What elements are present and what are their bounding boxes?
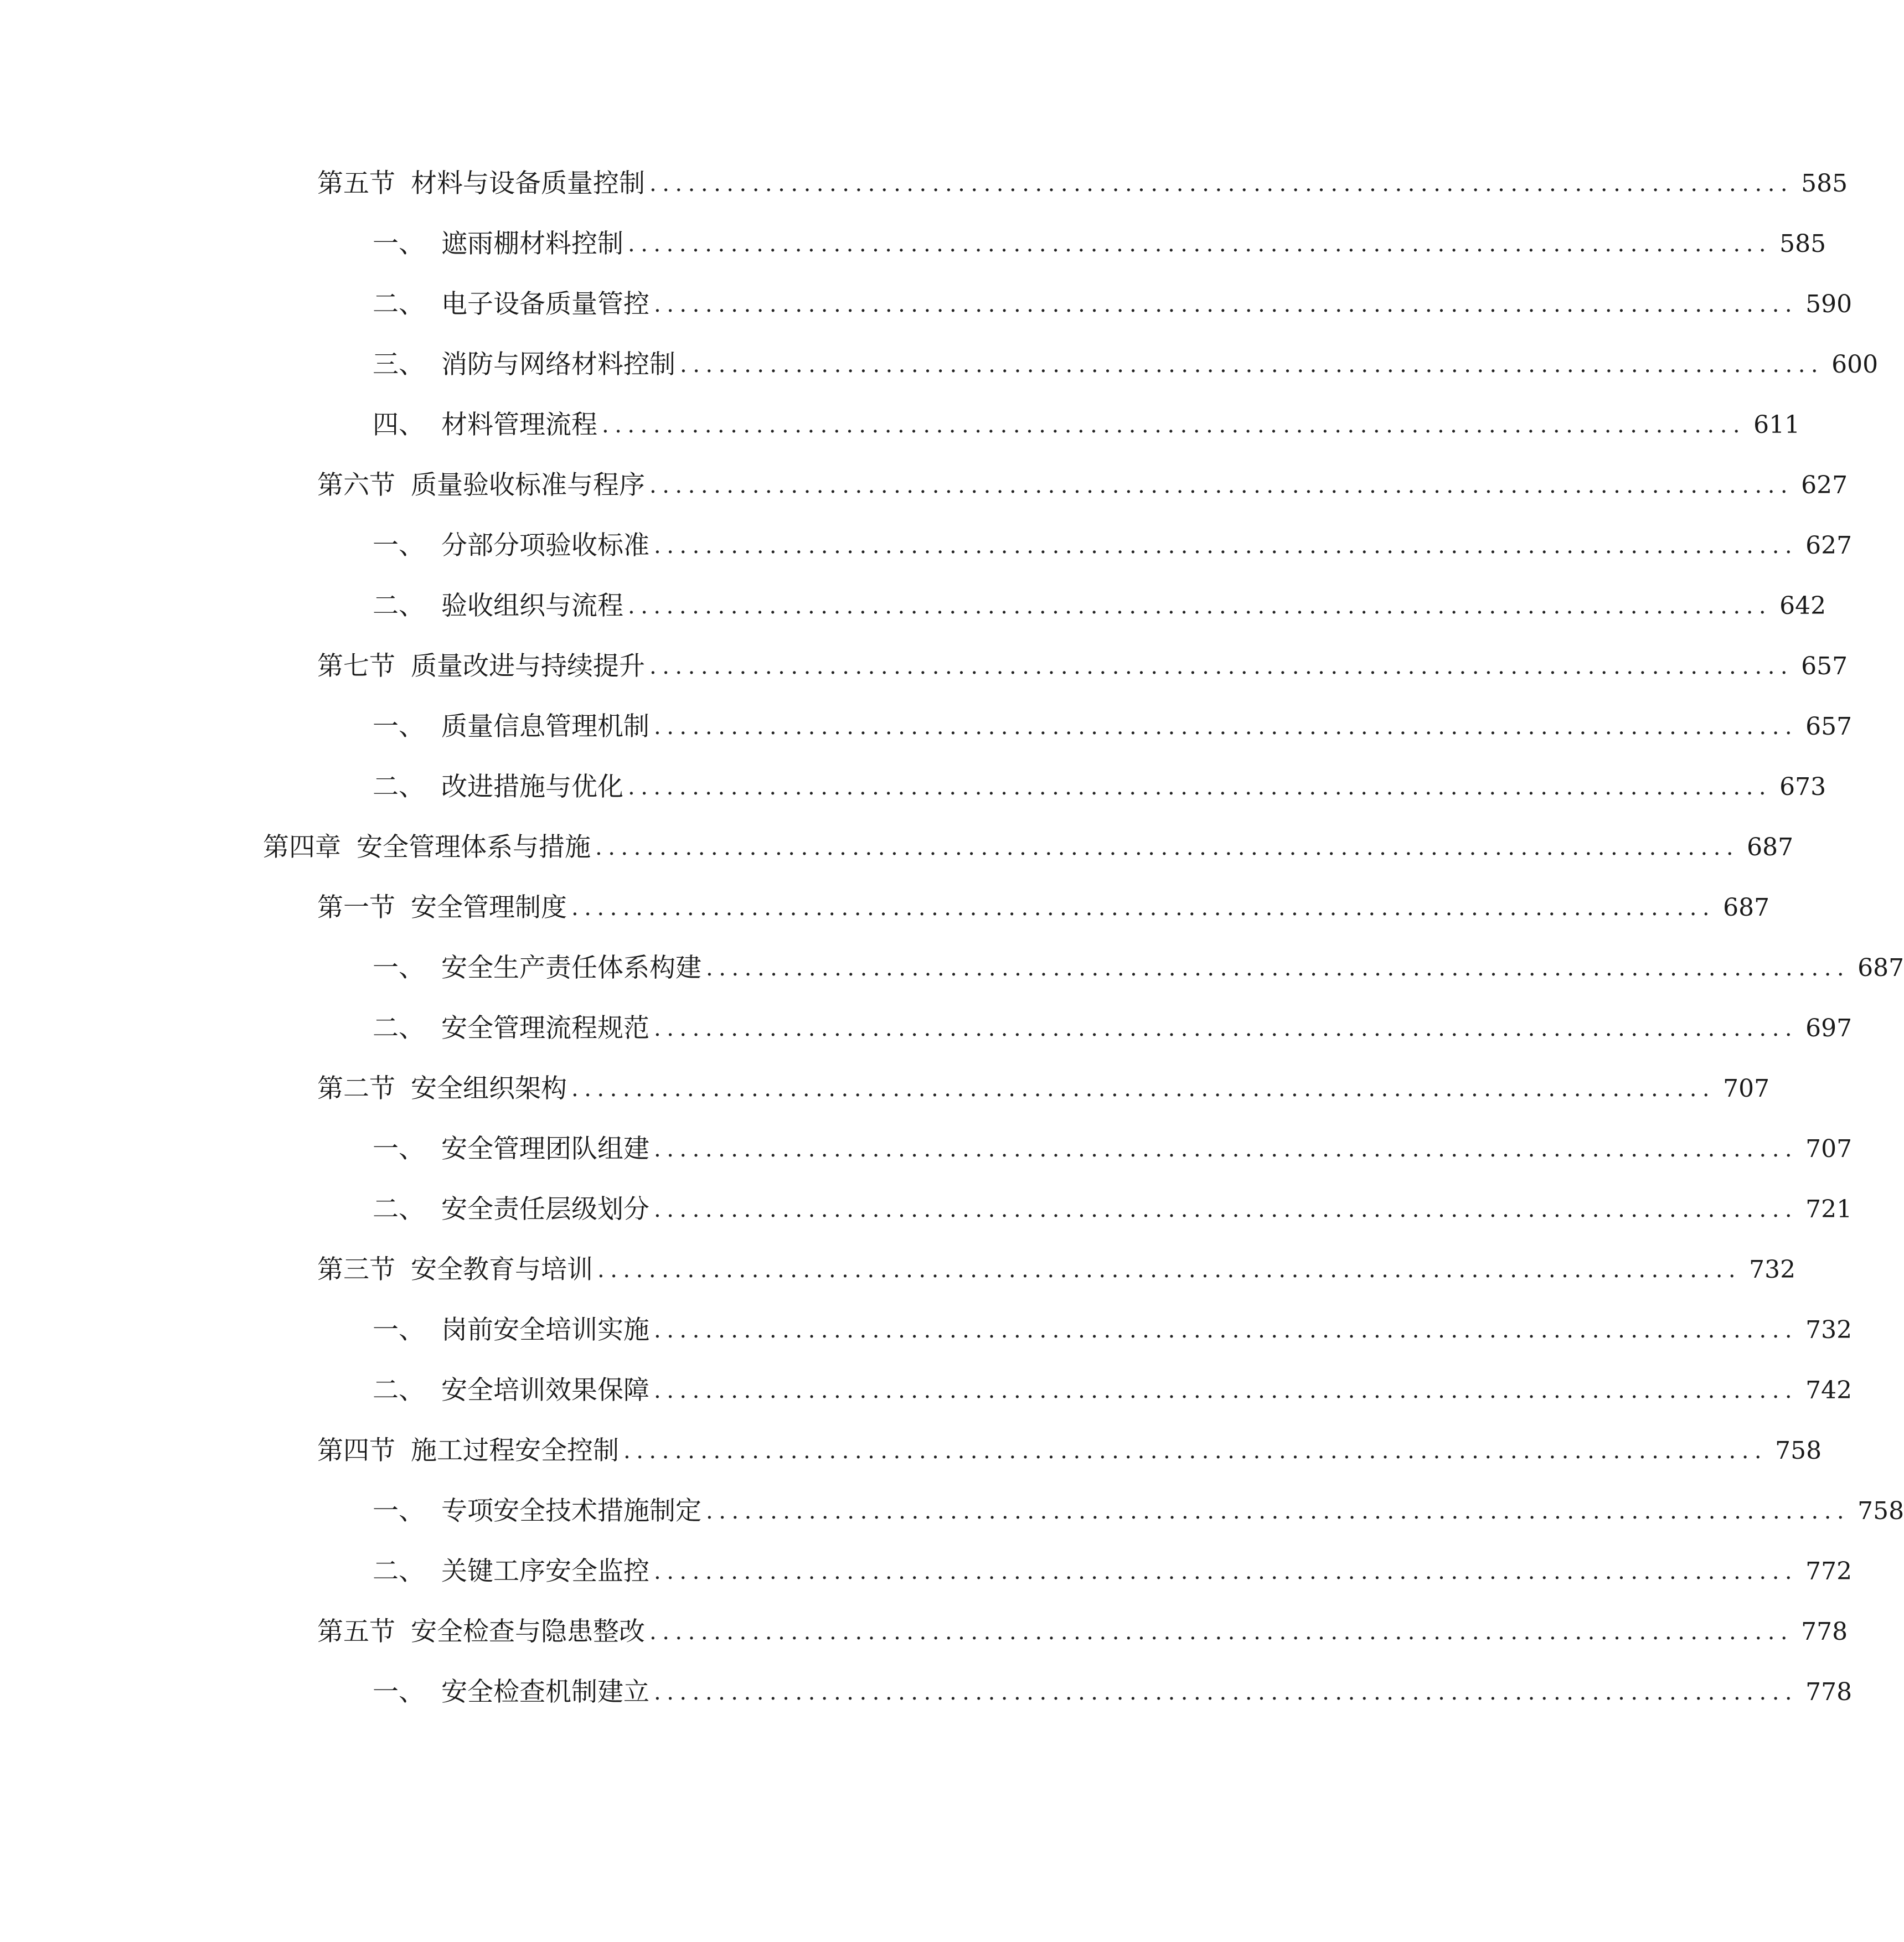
dot-leader: ......................................................................................... <box>595 835 1740 860</box>
entry-page-number: 778 <box>1805 1678 1853 1706</box>
entry-label <box>317 166 645 202</box>
entry-marker: 第一节 <box>317 892 395 923</box>
entry-page-number: 585 <box>1779 230 1826 258</box>
toc-entry[interactable] <box>317 1614 1848 1650</box>
entry-page-number: 742 <box>1805 1376 1853 1404</box>
entry-label <box>373 1494 701 1529</box>
entry-title: 安全管理体系与措施 <box>357 832 591 862</box>
toc-entry[interactable] <box>373 709 1853 745</box>
entry-page-number: 673 <box>1779 773 1826 801</box>
entry-marker: 一、 <box>373 1134 425 1164</box>
entry-title: 安全检查机制建立 <box>441 1677 649 1707</box>
entry-title: 质量改进与持续提升 <box>411 651 645 681</box>
toc-entry[interactable] <box>317 649 1848 684</box>
entry-marker: 二、 <box>373 1194 425 1225</box>
toc-entry[interactable] <box>317 1252 1796 1288</box>
entry-label <box>263 830 591 865</box>
toc-entry[interactable] <box>373 1011 1853 1046</box>
entry-page-number: 732 <box>1749 1256 1796 1284</box>
entry-page-number: 627 <box>1805 531 1853 560</box>
entry-marker: 二、 <box>373 1375 425 1406</box>
entry-page-number: 590 <box>1805 290 1853 318</box>
dot-leader: ......................................................................................... <box>628 231 1772 257</box>
entry-marker: 第五节 <box>317 168 395 199</box>
entry-page-number: 721 <box>1805 1195 1853 1223</box>
dot-leader: ......................................................................................... <box>571 1076 1716 1102</box>
dot-leader: ......................................................................................... <box>597 1257 1742 1283</box>
toc-entry[interactable] <box>373 588 1826 624</box>
toc-entry[interactable] <box>373 528 1853 564</box>
entry-page-number: 778 <box>1801 1618 1848 1646</box>
entry-marker: 一、 <box>373 1315 425 1345</box>
entry-title: 材料与设备质量控制 <box>411 168 645 199</box>
toc-entry[interactable] <box>373 1192 1853 1227</box>
dot-leader: ......................................................................................... <box>654 1680 1798 1705</box>
entry-title: 施工过程安全控制 <box>411 1435 619 1466</box>
dot-leader: ......................................................................................... <box>654 1318 1798 1343</box>
entry-page-number: 758 <box>1775 1437 1822 1465</box>
entry-label <box>373 1011 649 1046</box>
entry-label <box>317 1614 645 1650</box>
entry-marker: 二、 <box>373 1556 425 1587</box>
dot-leader: ......................................................................................... <box>654 1016 1798 1041</box>
entry-title: 安全管理团队组建 <box>441 1134 649 1164</box>
entry-label <box>373 1192 649 1227</box>
entry-label <box>373 588 623 624</box>
entry-marker: 第六节 <box>317 470 395 500</box>
entry-title: 质量验收标准与程序 <box>411 470 645 500</box>
entry-page-number: 585 <box>1801 169 1848 198</box>
dot-leader: ......................................................................................... <box>654 1197 1798 1222</box>
entry-title: 关键工序安全监控 <box>441 1556 649 1587</box>
toc-entry[interactable] <box>373 1373 1853 1408</box>
entry-marker: 一、 <box>373 711 425 742</box>
entry-marker: 一、 <box>373 530 425 561</box>
entry-marker: 一、 <box>373 1677 425 1707</box>
entry-marker: 第二节 <box>317 1073 395 1104</box>
toc-entry[interactable] <box>373 769 1826 805</box>
entry-label <box>317 1071 567 1107</box>
entry-title: 安全检查与隐患整改 <box>411 1616 645 1647</box>
dot-leader: ......................................................................................... <box>649 1619 1794 1645</box>
toc-entry[interactable] <box>373 1132 1853 1167</box>
entry-label <box>317 1252 593 1288</box>
entry-label <box>373 287 649 322</box>
toc-entry[interactable] <box>263 830 1794 865</box>
entry-label <box>373 951 701 986</box>
entry-title: 安全管理流程规范 <box>441 1013 649 1044</box>
dot-leader: ......................................................................................... <box>706 955 1850 981</box>
dot-leader: ......................................................................................... <box>654 1378 1798 1403</box>
toc-entry[interactable] <box>373 347 1879 383</box>
entry-marker: 第四节 <box>317 1435 395 1466</box>
dot-leader: ......................................................................................... <box>654 533 1798 559</box>
entry-marker: 四、 <box>373 410 425 440</box>
entry-title: 安全管理制度 <box>411 892 567 923</box>
entry-label <box>373 528 649 564</box>
entry-label <box>373 1675 649 1710</box>
entry-title: 安全组织架构 <box>411 1073 567 1104</box>
entry-marker: 三、 <box>373 349 425 380</box>
entry-title: 安全责任层级划分 <box>441 1194 649 1225</box>
entry-page-number: 697 <box>1805 1014 1853 1042</box>
dot-leader: ......................................................................................... <box>654 292 1798 317</box>
toc-entry[interactable] <box>317 1433 1822 1469</box>
entry-label <box>373 407 597 443</box>
entry-label <box>317 1433 619 1469</box>
entry-page-number: 707 <box>1723 1075 1770 1103</box>
dot-leader: ......................................................................................... <box>602 412 1746 438</box>
entry-title: 安全教育与培训 <box>411 1254 593 1285</box>
entry-marker: 第七节 <box>317 651 395 681</box>
entry-label <box>373 1373 649 1408</box>
entry-marker: 二、 <box>373 591 425 621</box>
toc-entry[interactable] <box>373 1675 1853 1710</box>
entry-title: 安全生产责任体系构建 <box>441 953 701 983</box>
entry-page-number: 687 <box>1723 893 1770 922</box>
entry-label <box>373 1554 649 1589</box>
entry-page-number: 687 <box>1747 833 1794 861</box>
dot-leader: ......................................................................................... <box>706 1499 1850 1524</box>
dot-leader: ......................................................................................... <box>623 1438 1768 1464</box>
entry-label <box>373 769 623 805</box>
entry-label <box>373 709 649 745</box>
entry-title: 改进措施与优化 <box>441 772 623 802</box>
entry-title: 质量信息管理机制 <box>441 711 649 742</box>
entry-title: 材料管理流程 <box>441 410 597 440</box>
dot-leader: ......................................................................................... <box>654 1559 1798 1584</box>
entry-label <box>317 468 645 503</box>
toc-entry[interactable] <box>317 468 1848 503</box>
entry-title: 验收组织与流程 <box>441 591 623 621</box>
dot-leader: ......................................................................................... <box>649 171 1794 197</box>
toc-entry[interactable] <box>373 287 1853 322</box>
toc-entry[interactable] <box>317 890 1770 926</box>
entry-page-number: 657 <box>1805 712 1853 741</box>
entry-page-number: 772 <box>1805 1557 1853 1585</box>
toc-entry[interactable] <box>373 1494 1904 1529</box>
toc-entry[interactable] <box>373 1313 1853 1348</box>
entry-marker: 第五节 <box>317 1616 395 1647</box>
entry-title: 消防与网络材料控制 <box>441 349 675 380</box>
entry-marker: 一、 <box>373 229 425 259</box>
entry-label <box>373 226 623 262</box>
entry-marker: 二、 <box>373 1013 425 1044</box>
entry-title: 分部分项验收标准 <box>441 530 649 561</box>
entry-label <box>317 649 645 684</box>
dot-leader: ......................................................................................... <box>571 895 1716 921</box>
entry-title: 安全培训效果保障 <box>441 1375 649 1406</box>
toc-entry[interactable] <box>317 166 1848 202</box>
entry-page-number: 707 <box>1805 1135 1853 1163</box>
toc-entry[interactable] <box>373 951 1904 986</box>
dot-leader: ......................................................................................... <box>654 1137 1798 1162</box>
dot-leader: ......................................................................................... <box>649 654 1794 679</box>
entry-label <box>373 1313 649 1348</box>
entry-marker: 一、 <box>373 953 425 983</box>
entry-title: 岗前安全培训实施 <box>441 1315 649 1345</box>
entry-title: 专项安全技术措施制定 <box>441 1496 701 1526</box>
entry-page-number: 732 <box>1805 1316 1853 1344</box>
entry-label <box>373 1132 649 1167</box>
dot-leader: ......................................................................................... <box>680 352 1824 378</box>
entry-title: 遮雨棚材料控制 <box>441 229 623 259</box>
entry-title: 电子设备质量管控 <box>441 289 649 319</box>
entry-page-number: 627 <box>1801 471 1848 499</box>
dot-leader: ......................................................................................... <box>628 774 1772 800</box>
entry-page-number: 611 <box>1753 411 1800 439</box>
toc-entry[interactable] <box>373 407 1800 443</box>
dot-leader: ......................................................................................... <box>649 473 1794 498</box>
toc-entry[interactable] <box>373 226 1826 262</box>
entry-page-number: 642 <box>1779 592 1826 620</box>
entry-label <box>317 890 567 926</box>
entry-page-number: 600 <box>1831 350 1879 379</box>
dot-leader: ......................................................................................... <box>654 714 1798 740</box>
entry-marker: 二、 <box>373 772 425 802</box>
dot-leader: ......................................................................................... <box>628 593 1772 619</box>
entry-marker: 二、 <box>373 289 425 319</box>
entry-page-number: 758 <box>1857 1497 1904 1525</box>
toc-entry[interactable] <box>317 1071 1770 1107</box>
entry-marker: 一、 <box>373 1496 425 1526</box>
toc-entry[interactable] <box>373 1554 1853 1589</box>
entry-page-number: 687 <box>1857 954 1904 982</box>
entry-marker: 第三节 <box>317 1254 395 1285</box>
entry-marker: 第四章 <box>263 832 341 862</box>
entry-page-number: 657 <box>1801 652 1848 680</box>
entry-label <box>373 347 675 383</box>
